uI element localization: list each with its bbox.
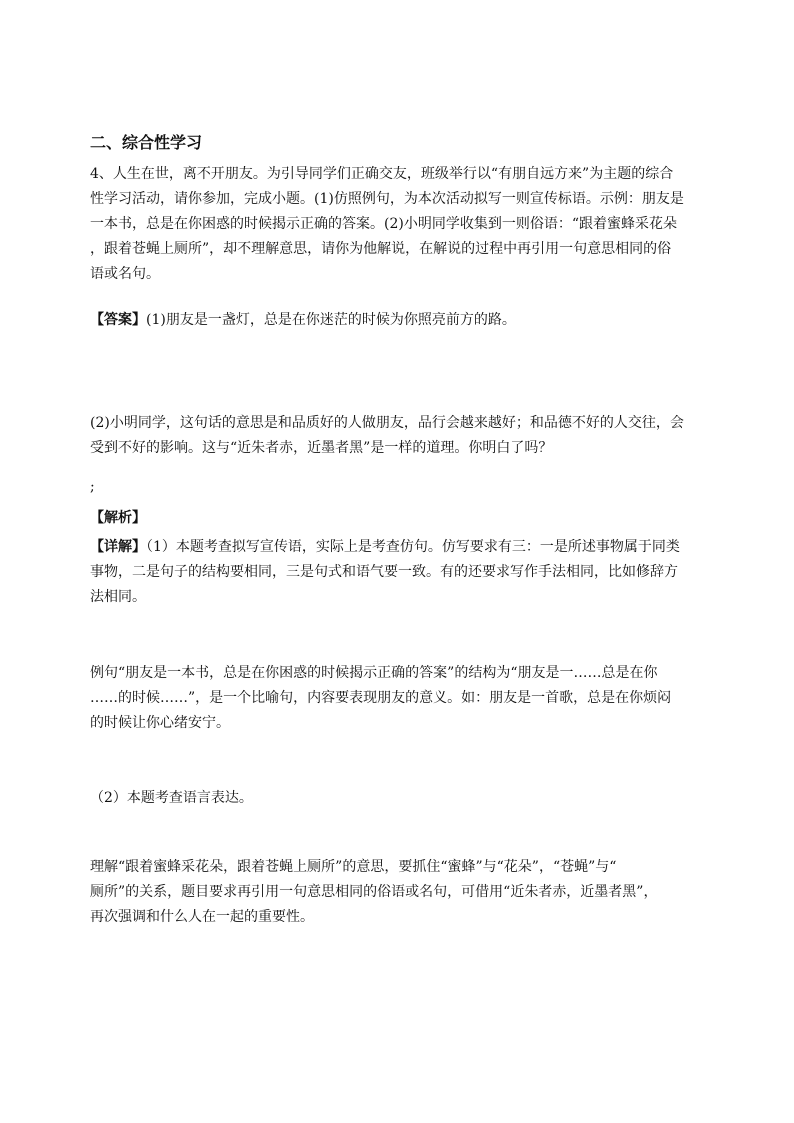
analysis-label: 【解析】	[90, 510, 146, 526]
question-text	[90, 162, 702, 287]
example-line: 的时候让你心绪安宁。	[90, 715, 230, 731]
part2-line: 再次强调和什么人在一起的重要性。	[90, 909, 314, 925]
question-line: 语或名句。	[90, 266, 160, 282]
answer-part1-text: (1)朋友是一盏灯，总是在你迷茫的时候为你照亮前方的路。	[146, 312, 516, 328]
answer-line: (2)小明同学，这句话的意思是和品质好的人做朋友，品行会越来越好；和品德不好的人交往，会	[90, 415, 684, 431]
question-line: 一本书，总是在你困惑的时候揭示正确的答案。(2)小明同学收集到一则俗语：“跟着蜜蜂采花朵	[90, 216, 677, 232]
detail-line: 法相同。	[90, 589, 146, 605]
answer-line: 受到不好的影响。这与“近朱者赤，近墨者黑”是一样的道理。你明白了吗？	[90, 440, 553, 456]
analysis-detail	[90, 535, 702, 610]
question-line: 性学习活动，请你参加，完成小题。(1)仿照例句，为本次活动拟写一则宣传标语。示例：朋友是	[90, 191, 684, 207]
section-title: 二、综合性学习	[90, 133, 203, 152]
example-line: 例句“朋友是一本书，总是在你困惑的时候揭示正确的答案”的结构为“朋友是一……总是在你	[90, 665, 658, 681]
part2-line: 厕所”的关系，题目要求再引用一句意思相同的俗语或名句，可借用“近朱者赤，近墨者黑”，	[90, 884, 658, 900]
detail-line: （1）本题考查拟写宣传语，实际上是考查仿句。仿写要求有三：一是所述事物属于同类	[146, 539, 680, 555]
analysis-part2	[90, 855, 702, 930]
question-line: 4、人生在世，离不开朋友。为引导同学们正确交友，班级举行以“有朋自远方来”为主题的综合	[90, 166, 674, 182]
answer-part1	[90, 308, 702, 333]
analysis-part2-heading: （2）本题考查语言表达。	[90, 790, 253, 806]
answer-part2	[90, 411, 702, 461]
detail-label: 【详解】	[90, 539, 146, 555]
answer-label: 【答案】	[90, 312, 146, 328]
part2-line: 理解“跟着蜜蜂采花朵，跟着苍蝇上厕所”的意思，要抓住“蜜蜂”与“花朵”，“苍蝇”与“	[90, 859, 617, 875]
detail-line: 事物，二是句子的结构要相同，三是句式和语气要一致。有的还要求写作手法相同，比如修辞方	[90, 564, 678, 580]
answer-separator: ;	[90, 479, 95, 495]
analysis-example	[90, 661, 702, 736]
example-line: ……的时候……”，是一个比喻句，内容要表现朋友的意义。如：朋友是一首歌，总是在你烦闷	[90, 690, 672, 706]
question-line: ，跟着苍蝇上厕所”，却不理解意思，请你为他解说，在解说的过程中再引用一句意思相同的俗	[90, 241, 672, 257]
